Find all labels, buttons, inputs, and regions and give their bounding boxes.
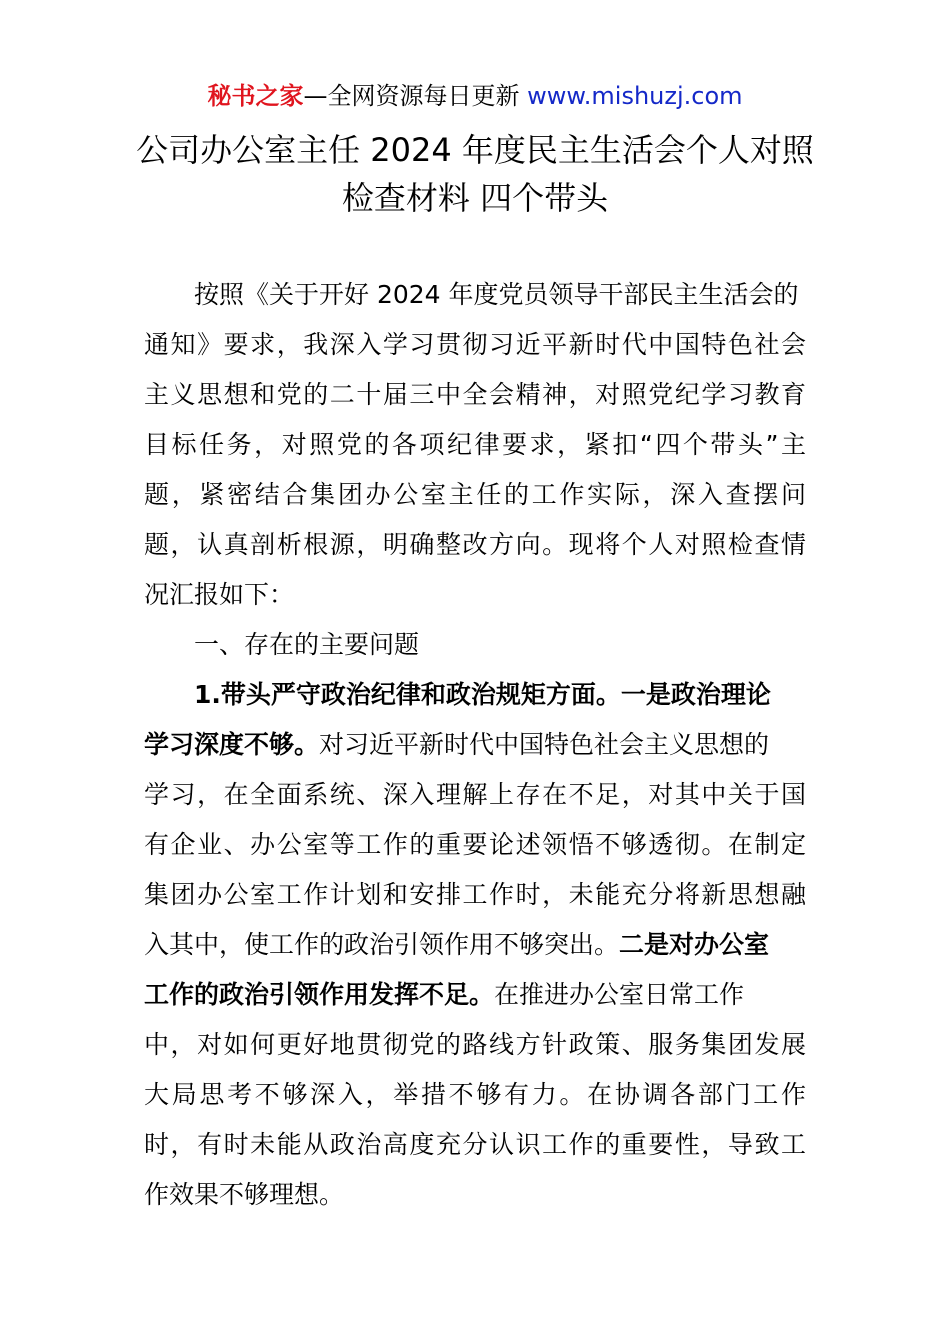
bold-phrase: 学习深度不够。	[144, 730, 320, 759]
paragraph-line: 按照《关于开好 2024 年度党员领导干部民主生活会的	[194, 280, 799, 309]
bold-phrase: 二是对办公室	[619, 930, 770, 959]
watermark-header	[0, 80, 950, 112]
website-link[interactable]: www.mishuzj.com	[527, 82, 743, 110]
paragraph-line-mixed	[144, 720, 806, 770]
paragraph-line-bold: 1.带头严守政治纪律和政治规矩方面。一是政治理论	[194, 680, 771, 709]
title-line-2: 检查材料 四个带头	[341, 179, 609, 217]
paragraph-line: 大局思考不够深入，举措不够有力。在协调各部门工作	[144, 1080, 806, 1109]
paragraph-line: 中，对如何更好地贯彻党的路线方针政策、服务集团发展	[144, 1030, 806, 1059]
paragraph-line: 题，紧密结合集团办公室主任的工作实际，深入查摆问	[144, 480, 806, 509]
normal-phrase: 对习近平新时代中国特色社会主义思想的	[319, 730, 770, 759]
normal-phrase: 入其中，使工作的政治引领作用不够突出。	[144, 930, 620, 959]
paragraph-line: 集团办公室工作计划和安排工作时，未能充分将新思想融	[144, 880, 806, 909]
section-heading: 一、存在的主要问题	[194, 630, 420, 659]
header-tagline: —全网资源每日更新	[303, 82, 528, 110]
document-body	[144, 270, 806, 1220]
paragraph-line: 通知》要求，我深入学习贯彻习近平新时代中国特色社会	[144, 330, 806, 359]
document-title	[100, 126, 850, 222]
paragraph-line: 学习，在全面系统、深入理解上存在不足，对其中关于国	[144, 780, 806, 809]
normal-phrase: 在推进办公室日常工作	[494, 980, 745, 1009]
paragraph-line: 时，有时未能从政治高度充分认识工作的重要性，导致工	[144, 1130, 806, 1159]
paragraph-line: 有企业、办公室等工作的重要论述领悟不够透彻。在制定	[144, 830, 806, 859]
paragraph-line-mixed	[144, 920, 806, 970]
paragraph-line: 主义思想和党的二十届三中全会精神，对照党纪学习教育	[144, 380, 806, 409]
paragraph-line: 作效果不够理想。	[144, 1180, 345, 1209]
title-line-1: 公司办公室主任 2024 年度民主生活会个人对照	[136, 131, 814, 169]
brand-name: 秘书之家	[207, 82, 304, 110]
paragraph-line: 目标任务，对照党的各项纪律要求，紧扣“四个带头”主	[144, 430, 806, 459]
paragraph-line-mixed	[144, 970, 806, 1020]
paragraph-line: 况汇报如下：	[144, 580, 295, 609]
bold-phrase: 工作的政治引领作用发挥不足。	[144, 980, 495, 1009]
paragraph-line: 题，认真剖析根源，明确整改方向。现将个人对照检查情	[144, 530, 806, 559]
